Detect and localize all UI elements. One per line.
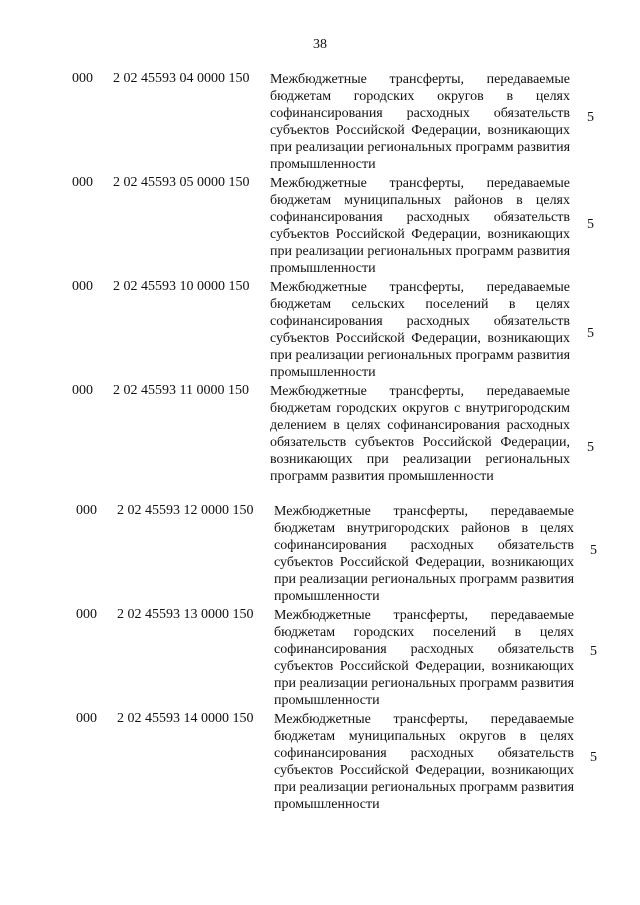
table-row <box>70 708 610 812</box>
admin-code: 000 <box>76 503 97 518</box>
income-description: Межбюджетные трансферты, передаваемые бюджетам сельских поселений в целях софинансирования расходных обязательств субъектов Российской Федерации, возникающих при реализации региональных программ развития промышленности <box>270 280 571 380</box>
table-row <box>70 68 610 172</box>
table-row <box>70 604 610 708</box>
standard-value: 5 <box>587 440 594 455</box>
table-row <box>70 500 610 604</box>
standard-value: 5 <box>590 644 597 659</box>
budget-code: 2 02 45593 13 0000 150 <box>117 607 254 622</box>
admin-code: 000 <box>72 279 93 294</box>
standard-value: 5 <box>590 543 597 558</box>
admin-code: 000 <box>76 607 97 622</box>
budget-code-table <box>70 68 610 812</box>
budget-code: 2 02 45593 11 0000 150 <box>113 383 249 398</box>
income-description: Межбюджетные трансферты, передаваемые бюджетам муниципальных районов в целях софинансирования расходных обязательств субъектов Российской Федерации, возникающих при реализации региональных программ развития промышленности <box>270 176 571 276</box>
admin-code: 000 <box>72 175 93 190</box>
budget-code: 2 02 45593 04 0000 150 <box>113 71 250 86</box>
admin-code: 000 <box>72 71 93 86</box>
admin-code: 000 <box>76 711 97 726</box>
budget-code: 2 02 45593 10 0000 150 <box>113 279 250 294</box>
budget-code: 2 02 45593 05 0000 150 <box>113 175 250 190</box>
page-number: 38 <box>313 37 327 52</box>
standard-value: 5 <box>587 217 594 232</box>
income-description: Межбюджетные трансферты, передаваемые бюджетам городских округов с внутригородским делением в целях софинансирования расходных обязательств субъектов Российской Федерации, возникающих при реализации региональных программ развития промышленности <box>270 384 570 484</box>
income-description: Межбюджетные трансферты, передаваемые бюджетам внутригородских районов в целях софинансирования расходных обязательств субъектов Российской Федерации, возникающих при реализации региональных программ развития промышленности <box>274 504 575 604</box>
admin-code: 000 <box>72 383 93 398</box>
table-row <box>70 276 610 380</box>
table-row <box>70 380 610 500</box>
income-description: Межбюджетные трансферты, передаваемые бюджетам городских округов в целях софинансирования расходных обязательств субъектов Российской Федерации, возникающих при реализации региональных программ развития промышленности <box>270 72 571 172</box>
standard-value: 5 <box>587 110 594 125</box>
budget-code: 2 02 45593 14 0000 150 <box>117 711 254 726</box>
standard-value: 5 <box>587 326 594 341</box>
budget-code: 2 02 45593 12 0000 150 <box>117 503 254 518</box>
income-description: Межбюджетные трансферты, передаваемые бюджетам городских поселений в целях софинансирования расходных обязательств субъектов Российской Федерации, возникающих при реализации региональных программ развития промышленности <box>274 608 575 708</box>
table-row <box>70 172 610 276</box>
standard-value: 5 <box>590 750 597 765</box>
income-description: Межбюджетные трансферты, передаваемые бюджетам муниципальных округов в целях софинансирования расходных обязательств субъектов Российской Федерации, возникающих при реализации региональных программ развития промышленности <box>274 712 575 812</box>
